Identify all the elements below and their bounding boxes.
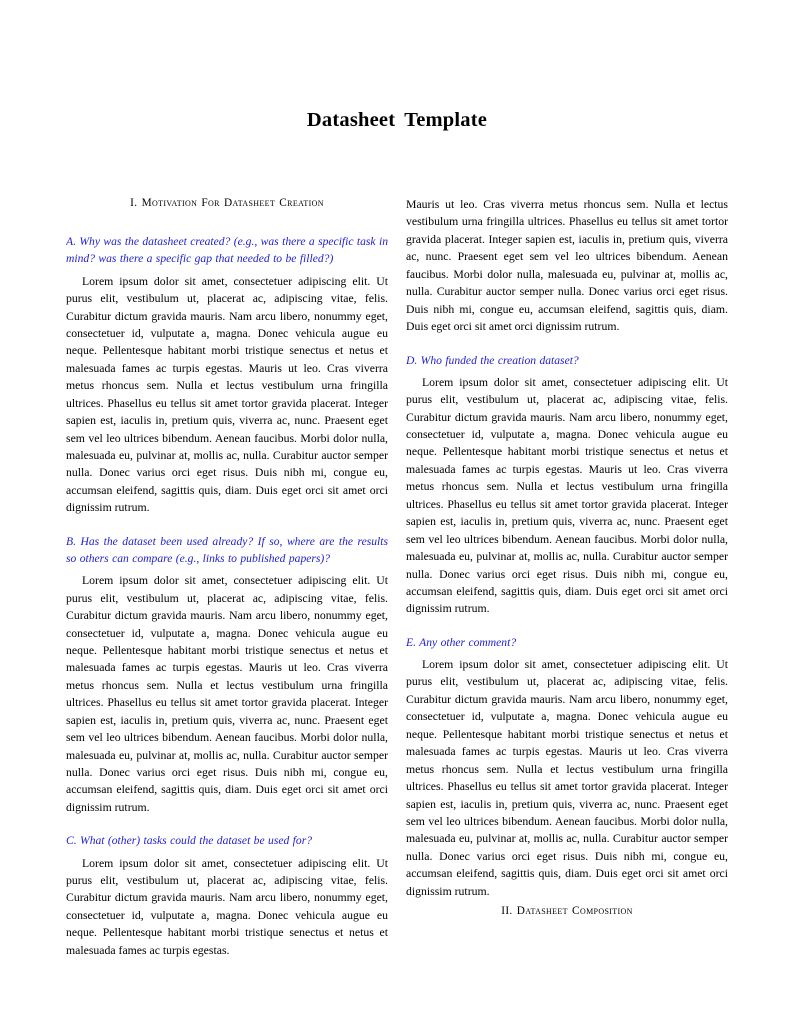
section-heading-one: I. Motivation For Datasheet Creation <box>130 197 324 209</box>
paragraph-a-body-continued: Mauris ut leo. Cras viverra metus rhoncus sem. Nulla et lectus vestibulum urna fringilla ultrices. Phasellus eu tellus sit amet tortor gravida placerat. Integer sapien est, iaculis in, pretium quis, viverra ac, nunc. Praesent eget sem vel leo ultrices bibendum. Aenean faucibus. Morbi dolor nulla, malesuada eu, pulvinar at, mollis ac, nulla. Curabitur auctor semper nulla. Donec varius orci eget risus. Duis nibh mi, congue eu, accumsan eleifend, sagittis quis, diam. Duis eget orci sit amet orci dignissim rutrum. <box>406 198 728 334</box>
subsection-heading-a: A. Why was the datasheet created? (e.g., was there a specific task in mind? was there a specific gap that needed to be filled?) <box>66 235 388 266</box>
section-heading-two: II. Datasheet Composition <box>501 905 633 918</box>
spacer <box>66 211 388 233</box>
column-left <box>66 196 388 986</box>
spacer <box>66 816 388 832</box>
spacer <box>406 336 728 352</box>
subsection-heading-b: B. Has the dataset been used already? If so, where are the results so others can compare (e.g., links to published papers)? <box>66 534 388 565</box>
subsection-heading-c: C. What (other) tasks could the dataset be used for? <box>66 834 313 848</box>
page-title: Datasheet Template <box>306 108 488 131</box>
paragraph-e-body: Lorem ipsum dolor sit amet, consectetuer adipiscing elit. Ut purus elit, vestibulum ut, placerat ac, adipiscing vitae, felis. Curabitur dictum gravida mauris. Nam arcu libero, nonummy eget, consectetuer id, vulputate a, magna. Donec vehicula augue eu neque. Pellentesque habitant morbi tristique senectus et netus et malesuada fames ac turpis egestas. Mauris ut leo. Cras viverra metus rhoncus sem. Nulla et lectus vestibulum urna fringilla ultrices. Phasellus eu tellus sit amet tortor gravida placerat. Integer sapien est, iaculis in, pretium quis, viverra ac, nunc. Praesent eget sem vel leo ultrices bibendum. Aenean faucibus. Morbi dolor nulla, malesuada eu, pulvinar at, mollis ac, nulla. Curabitur auctor semper nulla. Donec varius orci eget risus. Duis nibh mi, congue eu, accumsan eleifend, sagittis quis, diam. Duis eget orci sit amet orci dignissim rutrum. <box>406 658 728 898</box>
paragraph-c-body: Lorem ipsum dolor sit amet, consectetuer adipiscing elit. Ut purus elit, vestibulum ut, placerat ac, adipiscing vitae, felis. Curabitur dictum gravida mauris. Nam arcu libero, nonummy eget, consectetuer id, vulputate a, magna. Donec vehicula augue eu neque. Pellentesque habitant morbi tristique senectus et netus et malesuada fames ac turpis egestas. <box>66 856 388 957</box>
column-right <box>406 196 728 986</box>
paragraph-b-body: Lorem ipsum dolor sit amet, consectetuer adipiscing elit. Ut purus elit, vestibulum ut, placerat ac, adipiscing vitae, felis. Curabitur dictum gravida mauris. Nam arcu libero, nonummy eget, consectetuer id, vulputate a, magna. Donec vehicula augue eu neque. Pellentesque habitant morbi tristique senectus et netus et malesuada fames ac turpis egestas. Mauris ut leo. Cras viverra metus rhoncus sem. Nulla et lectus vestibulum urna fringilla ultrices. Phasellus eu tellus sit amet tortor gravida placerat. Integer sapien est, iaculis in, pretium quis, viverra ac, nunc. Praesent eget sem vel leo ultrices bibendum. Aenean faucibus. Morbi dolor nulla, malesuada eu, pulvinar at, mollis ac, nulla. Curabitur auctor semper nulla. Donec varius orci eget risus. Duis nibh mi, congue eu, accumsan eleifend, sagittis quis, diam. Duis eget orci sit amet orci dignissim rutrum. <box>66 574 388 814</box>
two-column-body <box>66 196 728 986</box>
spacer <box>66 517 388 533</box>
subsection-heading-d: D. Who funded the creation dataset? <box>406 353 579 367</box>
paragraph-a-body: Lorem ipsum dolor sit amet, consectetuer adipiscing elit. Ut purus elit, vestibulum ut, placerat ac, adipiscing vitae, felis. Curabitur dictum gravida mauris. Nam arcu libero, nonummy eget, consectetuer id, vulputate a, magna. Donec vehicula augue eu neque. Pellentesque habitant morbi tristique senectus et netus et malesuada fames ac turpis egestas. Mauris ut leo. Cras viverra metus rhoncus sem. Nulla et lectus vestibulum urna fringilla ultrices. Phasellus eu tellus sit amet tortor gravida placerat. Integer sapien est, iaculis in, pretium quis, viverra ac, nunc. Praesent eget sem vel leo ultrices bibendum. Aenean faucibus. Morbi dolor nulla, malesuada eu, pulvinar at, mollis ac, nulla. Curabitur auctor semper nulla. Donec varius orci eget risus. Duis nibh mi, congue eu, accumsan eleifend, sagittis quis, diam. Duis eget orci sit amet orci dignissim rutrum. <box>66 274 388 515</box>
paragraph-d-body: Lorem ipsum dolor sit amet, consectetuer adipiscing elit. Ut purus elit, vestibulum ut, placerat ac, adipiscing vitae, felis. Curabitur dictum gravida mauris. Nam arcu libero, nonummy eget, consectetuer id, vulputate a, magna. Donec vehicula augue eu neque. Pellentesque habitant morbi tristique senectus et netus et malesuada fames ac turpis egestas. Mauris ut leo. Cras viverra metus rhoncus sem. Nulla et lectus vestibulum urna fringilla ultrices. Phasellus eu tellus sit amet tortor gravida placerat. Integer sapien est, iaculis in, pretium quis, viverra ac, nunc. Praesent eget sem vel leo ultrices bibendum. Aenean faucibus. Morbi dolor nulla, malesuada eu, pulvinar at, mollis ac, nulla. Curabitur auctor semper nulla. Donec varius orci eget risus. Duis nibh mi, congue eu, accumsan eleifend, sagittis quis, diam. Duis eget orci sit amet orci dignissim rutrum. <box>406 375 728 616</box>
subsection-heading-e: E. Any other comment? <box>406 635 517 649</box>
spacer <box>406 618 728 634</box>
